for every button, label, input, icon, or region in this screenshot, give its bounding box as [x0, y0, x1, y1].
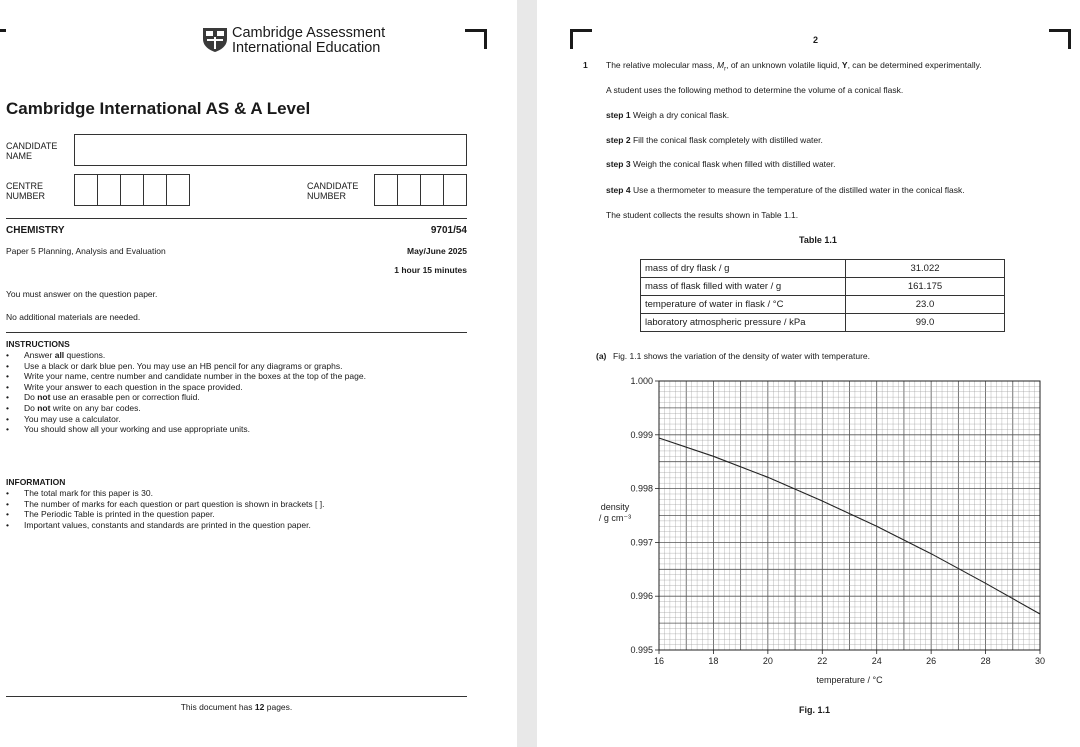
- paper-code: 9701/54: [430, 225, 467, 236]
- x-tick-label: 20: [762, 656, 773, 666]
- page-count-note: This document has 12 pages.: [180, 702, 293, 712]
- part-a-label: (a): [596, 351, 607, 361]
- x-tick-label: 18: [708, 656, 719, 666]
- page-gutter: [517, 0, 537, 747]
- question-intro: The relative molecular mass, $M_r$, of an unknown volatile liquid, Y, can be determined experimentally.: [606, 60, 982, 73]
- centre-number-digit[interactable]: [143, 174, 167, 206]
- qualification-title: Cambridge International AS & A Level: [6, 99, 311, 118]
- org-name: Cambridge Assessment: [232, 25, 386, 41]
- density-temperature-chart: [537, 365, 1080, 705]
- table-cell-value: 161.175: [846, 278, 1005, 296]
- method-step: step 1 Weigh a dry conical flask.: [606, 110, 730, 120]
- table-cell-value: 99.0: [846, 314, 1005, 332]
- x-tick-label: 24: [871, 656, 882, 666]
- method-step: step 3 Weigh the conical flask when filled with distilled water.: [606, 159, 836, 169]
- table-cell-value: 23.0: [846, 296, 1005, 314]
- table-cell-label: temperature of water in flask / °C: [641, 296, 846, 314]
- materials-note: No additional materials are needed.: [6, 312, 141, 322]
- y-tick-label: 0.999: [630, 429, 653, 440]
- instructions-list: [6, 350, 476, 435]
- y-tick-label: 1.000: [630, 376, 653, 386]
- method-step: step 4 Use a thermometer to measure the temperature of the distilled water in the conical flask.: [606, 185, 965, 195]
- information-heading: INFORMATION: [6, 477, 66, 487]
- instruction-item: • Write your answer to each question in the space provided.: [6, 382, 476, 393]
- question-number: 1: [583, 60, 588, 70]
- question-page: [537, 0, 1080, 747]
- exam-session: May/June 2025: [406, 246, 467, 256]
- information-item: • The total mark for this paper is 30.: [6, 488, 476, 499]
- x-axis-title: temperature / °C: [816, 675, 883, 685]
- x-tick-label: 16: [653, 656, 665, 666]
- x-tick-label: 22: [817, 656, 828, 666]
- table-row: [641, 260, 1005, 278]
- corner-mark: [484, 29, 487, 49]
- table-row: [641, 278, 1005, 296]
- y-tick-label: 0.996: [630, 591, 653, 602]
- table-cell-label: mass of dry flask / g: [641, 260, 846, 278]
- cover-page: [0, 0, 517, 747]
- paper-title: Paper 5 Planning, Analysis and Evaluation: [6, 246, 166, 256]
- divider: [6, 332, 467, 333]
- candidate-number-digit[interactable]: [443, 174, 467, 206]
- results-intro: The student collects the results shown in Table 1.1.: [606, 210, 799, 220]
- materials-note: You must answer on the question paper.: [6, 289, 158, 299]
- table-title: Table 1.1: [799, 235, 837, 245]
- cambridge-crest-icon: [201, 27, 229, 53]
- centre-number-digit[interactable]: [97, 174, 121, 206]
- instruction-item: • Answer all questions.: [6, 350, 476, 361]
- table-cell-label: mass of flask filled with water / g: [641, 278, 846, 296]
- method-intro: A student uses the following method to determine the volume of a conical flask.: [606, 85, 904, 95]
- results-table: [640, 259, 1005, 332]
- corner-mark: [0, 29, 6, 32]
- table-cell-label: laboratory atmospheric pressure / kPa: [641, 314, 846, 332]
- centre-number-label: CENTRE NUMBER: [6, 181, 46, 201]
- instructions-heading: INSTRUCTIONS: [6, 339, 70, 349]
- divider: [6, 218, 467, 219]
- exam-duration: 1 hour 15 minutes: [394, 265, 467, 275]
- candidate-number-label: CANDIDATE NUMBER: [307, 181, 359, 201]
- instruction-item: • Do not write on any bar codes.: [6, 403, 476, 414]
- candidate-number-digit[interactable]: [374, 174, 398, 206]
- candidate-name-field[interactable]: [74, 134, 467, 166]
- centre-number-digit[interactable]: [74, 174, 98, 206]
- part-a-text: Fig. 1.1 shows the variation of the density of water with temperature.: [613, 351, 871, 361]
- information-item: • The Periodic Table is printed in the question paper.: [6, 509, 476, 520]
- candidate-number-digit[interactable]: [420, 174, 444, 206]
- x-tick-label: 26: [926, 656, 937, 666]
- y-axis-unit: / g cm⁻³: [598, 513, 632, 524]
- method-step: step 2 Fill the conical flask completely with distilled water.: [606, 135, 823, 145]
- corner-mark: [1068, 29, 1071, 49]
- y-tick-label: 0.998: [630, 483, 653, 494]
- table-cell-value: 31.022: [846, 260, 1005, 278]
- information-list: [6, 488, 476, 530]
- instruction-item: • Do not use an erasable pen or correction fluid.: [6, 392, 476, 403]
- corner-mark: [570, 29, 592, 32]
- instruction-item: • You should show all your working and use appropriate units.: [6, 424, 476, 435]
- instruction-item: • You may use a calculator.: [6, 414, 476, 425]
- centre-number-digit[interactable]: [120, 174, 144, 206]
- figure-caption: Fig. 1.1: [799, 705, 831, 715]
- instruction-item: • Write your name, centre number and candidate number in the boxes at the top of the page.: [6, 371, 476, 382]
- y-tick-label: 0.995: [630, 645, 653, 655]
- subject: CHEMISTRY: [6, 225, 65, 236]
- information-item: • The number of marks for each question or part question is shown in brackets [ ].: [6, 499, 476, 510]
- x-tick-label: 28: [980, 656, 991, 666]
- table-row: [641, 314, 1005, 332]
- y-axis-title: density: [600, 502, 630, 513]
- page-number: 2: [813, 35, 819, 45]
- x-tick-label: 30: [1034, 656, 1046, 666]
- table-row: [641, 296, 1005, 314]
- corner-mark: [570, 29, 573, 49]
- centre-number-digit[interactable]: [166, 174, 190, 206]
- instruction-item: • Use a black or dark blue pen. You may use an HB pencil for any diagrams or graphs.: [6, 361, 476, 372]
- org-subname: International Education: [232, 40, 381, 56]
- divider: [6, 696, 467, 697]
- information-item: • Important values, constants and standards are printed in the question paper.: [6, 520, 476, 531]
- candidate-name-label: CANDIDATE NAME: [6, 141, 58, 161]
- candidate-number-digit[interactable]: [397, 174, 421, 206]
- y-tick-label: 0.997: [630, 537, 653, 548]
